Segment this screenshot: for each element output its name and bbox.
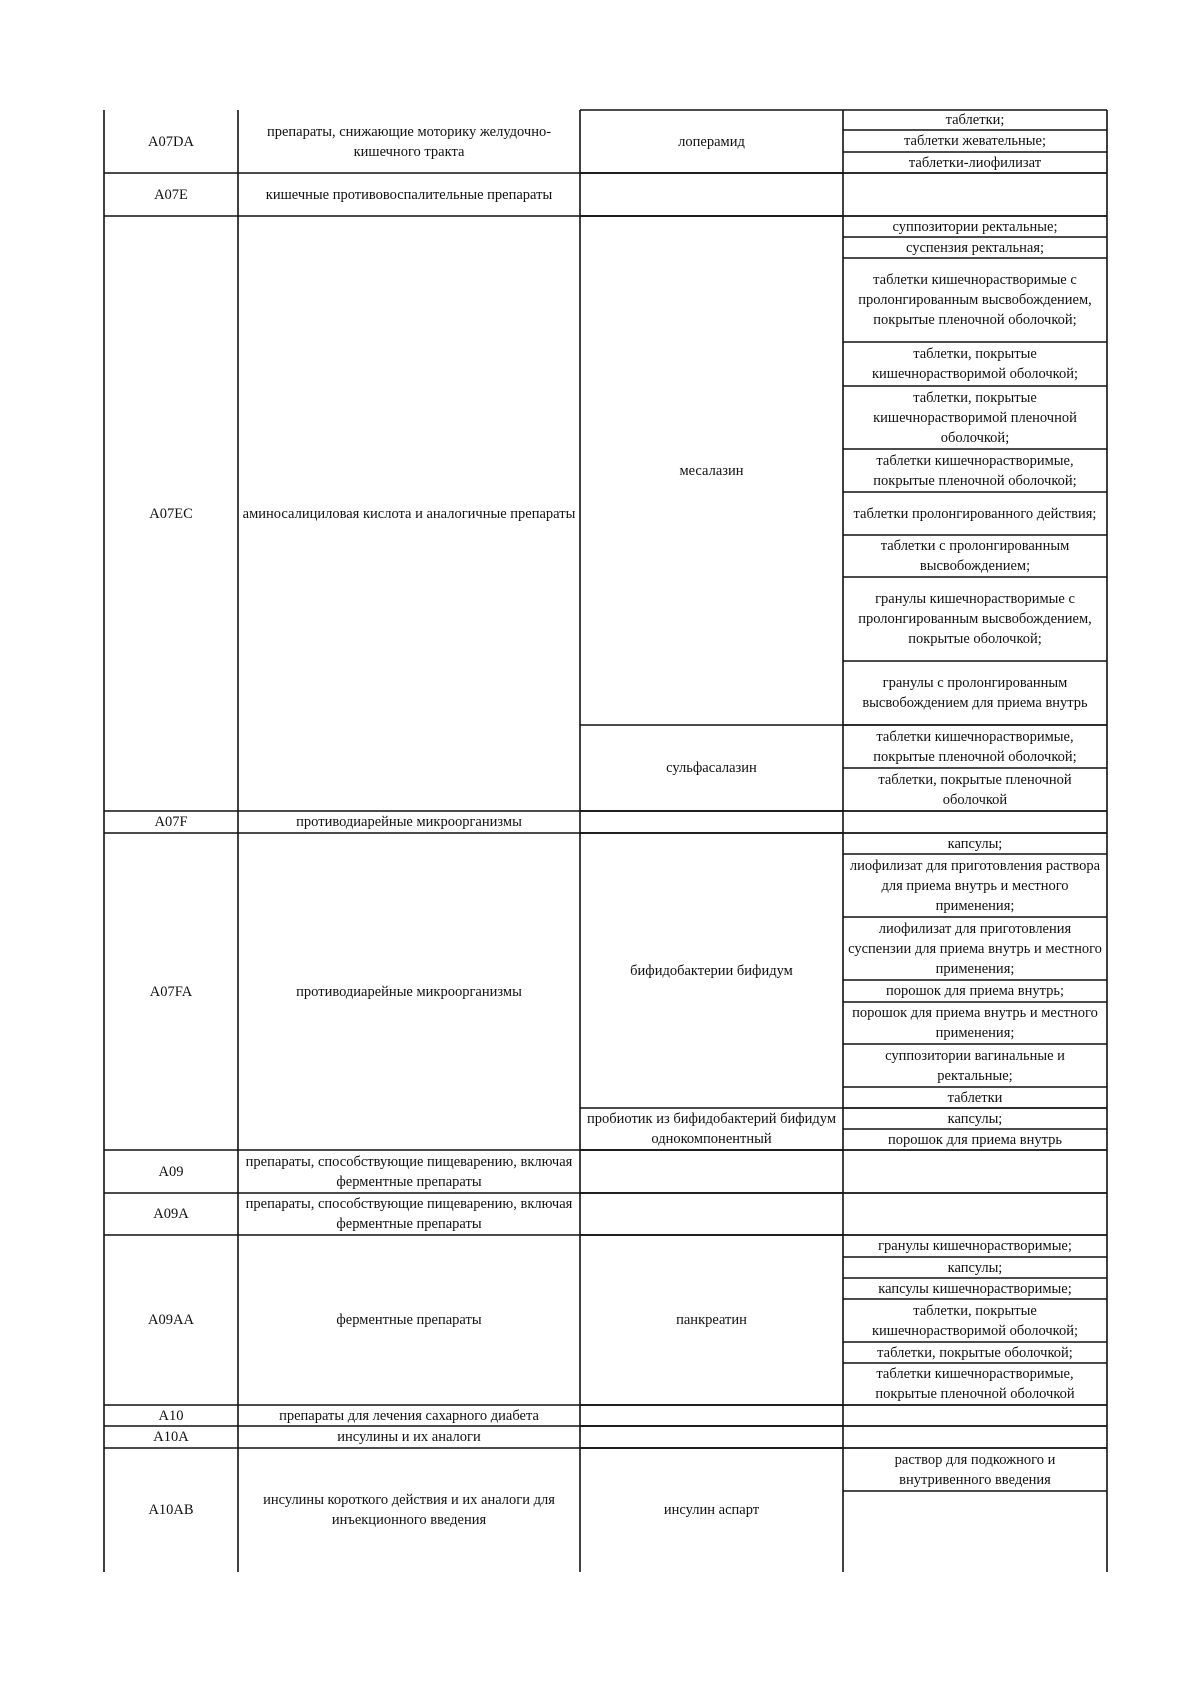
dosage-form-cell: порошок для приема внутрь и местного применения; [852, 1005, 1098, 1041]
dosage-form-cell: таблетки кишечнорастворимые с пролонгированным высвобождением, покрытые пленочной оболочкой; [858, 272, 1092, 328]
dosage-form-cell: капсулы; [947, 1259, 1003, 1276]
dosage-form-cell: таблетки [947, 1089, 1003, 1106]
group-name-cell: ферментные препараты [336, 1312, 482, 1328]
group-name-cell: препараты для лечения сахарного диабета [279, 1407, 539, 1424]
atc-code-cell: A07F [154, 814, 188, 830]
dosage-form-cell: таблетки пролонгированного действия; [853, 505, 1097, 522]
dosage-form-cell: гранулы с пролонгированным высвобождением для приема внутрь [862, 675, 1088, 711]
dosage-form-cell: капсулы; [947, 835, 1003, 852]
dosage-form-cell: гранулы кишечнорастворимые; [878, 1238, 1072, 1254]
group-name-cell: препараты, способствующие пищеварению, включая ферментные препараты [245, 1153, 573, 1190]
atc-code-cell: A10 [158, 1407, 184, 1424]
atc-code-cell: A07EC [149, 505, 193, 522]
atc-code-cell: A09 [158, 1163, 184, 1180]
group-name-cell: инсулины короткого действия и их аналоги для инъекционного введения [263, 1492, 555, 1528]
group-name-cell: инсулины и их аналоги [337, 1429, 481, 1445]
atc-code-cell: A07E [154, 186, 188, 203]
group-name-cell: препараты, способствующие пищеварению, включая ферментные препараты [245, 1196, 573, 1232]
group-name-cell: противодиарейные микроорганизмы [296, 983, 522, 1000]
dosage-form-cell: таблетки, покрытые кишечнорастворимой пленочной оболочкой; [873, 389, 1077, 446]
dosage-form-cell: порошок для приема внутрь [887, 1131, 1063, 1148]
dosage-form-cell: порошок для приема внутрь; [885, 983, 1065, 999]
dosage-form-cell: таблетки, покрытые кишечнорастворимой оболочкой; [871, 1302, 1079, 1339]
dosage-form-cell: суппозитории вагинальные и ректальные; [885, 1047, 1065, 1084]
dosage-form-cell: таблетки-лиофилизат [908, 154, 1042, 171]
group-name-cell: аминосалициловая кислота и аналогичные препараты [242, 505, 576, 522]
dosage-form-cell: суппозитории ректальные; [892, 218, 1058, 235]
atc-code-cell: A09AA [148, 1312, 194, 1328]
group-name-cell: препараты, снижающие моторику желудочно-кишечного тракта [266, 123, 552, 160]
dosage-form-cell: таблетки, покрытые оболочкой; [877, 1344, 1073, 1361]
dosage-form-cell: таблетки, покрытые кишечнорастворимой оболочкой; [871, 346, 1079, 382]
drug-name-cell: пробиотик из бифидобактерий бифидум однокомпонентный [587, 1111, 836, 1147]
dosage-form-cell: раствор для подкожного и внутривенного введения [894, 1451, 1056, 1488]
drug-name-cell: бифидобактерии бифидум [630, 962, 793, 979]
dosage-form-cell: таблетки кишечнорастворимые, покрытые пленочной оболочкой [875, 1366, 1075, 1402]
dosage-form-cell: таблетки с пролонгированным высвобождением; [880, 538, 1070, 574]
group-name-cell: противодиарейные микроорганизмы [296, 814, 522, 830]
dosage-form-cell: гранулы кишечнорастворимые с пролонгированным высвобождением, покрытые оболочкой; [858, 591, 1092, 647]
dosage-form-cell: лиофилизат для приготовления суспензии для приема внутрь и местного применения; [848, 920, 1102, 977]
dosage-form-cell: суспензия ректальная; [905, 239, 1045, 256]
drug-name-cell: панкреатин [676, 1312, 747, 1328]
drug-name-cell: лоперамид [678, 133, 745, 150]
dosage-form-cell: таблетки, покрытые пленочной оболочкой [878, 771, 1072, 808]
dosage-form-cell: таблетки; [945, 112, 1005, 128]
dosage-form-cell: капсулы; [947, 1110, 1003, 1127]
atc-code-cell: A07DA [148, 133, 194, 150]
dosage-form-cell: капсулы кишечнорастворимые; [878, 1280, 1072, 1297]
drug-name-cell: месалазин [679, 462, 744, 479]
group-name-cell: кишечные противовоспалительные препараты [265, 186, 553, 203]
dosage-form-cell: таблетки кишечнорастворимые, покрытые пленочной оболочкой; [873, 728, 1077, 765]
drug-name-cell: инсулин аспарт [663, 1502, 760, 1518]
atc-code-cell: A07FA [149, 983, 193, 1000]
atc-code-cell: A09A [153, 1206, 189, 1222]
dosage-form-cell: таблетки жевательные; [904, 133, 1046, 149]
atc-code-cell: A10AB [148, 1502, 194, 1518]
dosage-form-cell: лиофилизат для приготовления раствора для приема внутрь и местного применения; [849, 857, 1101, 914]
dosage-form-cell: таблетки кишечнорастворимые, покрытые пленочной оболочкой; [873, 452, 1077, 489]
atc-code-cell: A10A [153, 1429, 189, 1445]
drug-name-cell: сульфасалазин [666, 760, 757, 776]
